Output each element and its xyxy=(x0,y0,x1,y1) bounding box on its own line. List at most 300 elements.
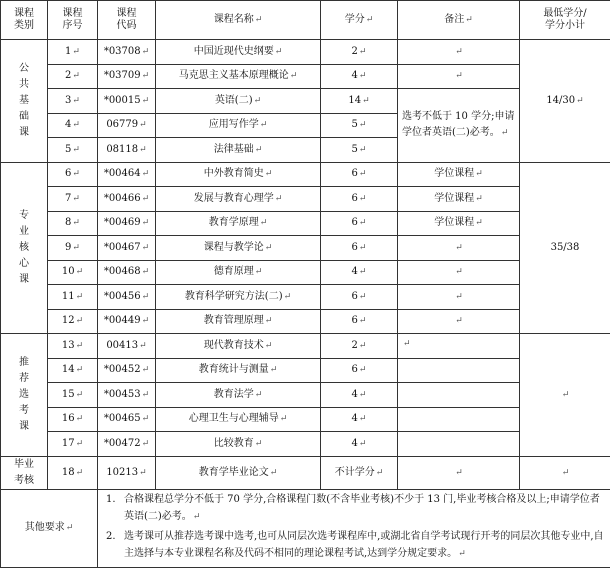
category-char: 基 xyxy=(19,94,29,106)
paragraph-mark: ↵ xyxy=(358,169,367,180)
paragraph-mark: ↵ xyxy=(254,389,263,400)
credit-cell-text: 6 xyxy=(351,192,358,204)
other-requirements-text xyxy=(98,489,610,567)
paragraph-mark: ↵ xyxy=(264,340,273,351)
paragraph-mark: ↵ xyxy=(254,267,263,278)
credit-cell xyxy=(321,407,398,432)
other-requirements-row xyxy=(1,489,610,567)
paragraph-mark: ↵ xyxy=(141,414,150,425)
remark-cell-text: 学位课程 xyxy=(434,192,475,204)
paragraph-mark: ↵ xyxy=(475,218,483,229)
paragraph-mark: ↵ xyxy=(254,144,263,155)
category-char: 业 xyxy=(19,225,29,237)
code-cell-text: *00468 xyxy=(103,266,141,278)
seq-cell-text: 1 xyxy=(65,45,72,57)
category-char: 考 xyxy=(19,404,29,416)
code-cell-text: *00465 xyxy=(103,413,141,425)
code-cell xyxy=(98,260,156,285)
name-cell-text: 课程与教学论 xyxy=(203,241,264,253)
table-row xyxy=(1,211,610,236)
code-cell-text: *03708 xyxy=(103,45,141,57)
paragraph-mark: ↵ xyxy=(362,95,370,106)
credit-cell xyxy=(321,334,398,359)
name-cell-text: 教育学原理 xyxy=(208,217,259,229)
category-char: 共 xyxy=(19,78,29,90)
code-cell-text: *00456 xyxy=(103,290,141,302)
paragraph-mark: ↵ xyxy=(72,193,80,204)
paragraph-mark: ↵ xyxy=(455,467,463,478)
credit-cell-text: 5 xyxy=(351,143,358,155)
paragraph-mark: ↵ xyxy=(139,144,147,155)
name-cell-text: 发展与教育心理学 xyxy=(193,192,274,204)
category-char: 课 xyxy=(19,273,29,285)
paragraph-mark: ↵ xyxy=(141,95,150,106)
credit-cell xyxy=(321,383,398,408)
code-cell xyxy=(98,40,156,65)
name-cell-text: 法律基础 xyxy=(213,143,254,155)
credit-cell-text: 6 xyxy=(351,315,358,327)
credit-cell xyxy=(321,40,398,65)
remark-cell xyxy=(398,309,520,334)
code-cell xyxy=(98,383,156,408)
remark-cell xyxy=(398,64,520,89)
code-cell-text: 00413 xyxy=(106,339,139,351)
remark-cell xyxy=(398,383,520,408)
credit-cell xyxy=(321,285,398,310)
table-row xyxy=(1,40,610,65)
table-row xyxy=(1,260,610,285)
paragraph-mark: ↵ xyxy=(141,242,150,253)
category-char: 课 xyxy=(19,420,29,432)
credit-cell xyxy=(321,432,398,457)
paragraph-mark: ↵ xyxy=(259,120,268,131)
paragraph-mark: ↵ xyxy=(358,291,367,302)
table-row xyxy=(1,309,610,334)
name-cell-text: 教育统计与测量 xyxy=(198,364,269,376)
name-cell xyxy=(156,407,321,432)
header-name: 课程名称↵ xyxy=(156,1,321,40)
seq-cell-text: 5 xyxy=(65,143,72,155)
seq-cell xyxy=(48,236,98,261)
name-cell-text: 教育学毕业论文 xyxy=(198,466,269,478)
credit-cell-text: 4 xyxy=(351,266,358,278)
requirement-text: 选考课可从推荐选考课中选考,也可从同层次选考课程库中,或湖北省自学考试现行开考的同层次其他专业中,自主选择与本专业课程名称及代码不相同的理论课程考试,达到学分规定要求。 xyxy=(124,531,604,559)
paragraph-mark: ↵ xyxy=(141,218,150,229)
name-cell xyxy=(156,187,321,212)
total-cell-1 xyxy=(520,162,610,334)
credit-cell xyxy=(321,309,398,334)
paragraph-mark: ↵ xyxy=(455,267,463,278)
name-cell xyxy=(156,113,321,138)
table-row xyxy=(1,432,610,457)
paragraph-mark: ↵ xyxy=(269,467,278,478)
name-cell xyxy=(156,383,321,408)
credit-cell xyxy=(321,138,398,163)
name-cell-text: 德育原理 xyxy=(213,266,254,278)
paragraph-mark: ↵ xyxy=(141,316,150,327)
name-cell-text: 教育法学 xyxy=(213,388,254,400)
paragraph-mark: ↵ xyxy=(253,95,262,106)
table-body xyxy=(1,40,610,568)
seq-cell-text: 14 xyxy=(61,364,75,376)
paragraph-mark: ↵ xyxy=(358,267,367,278)
code-cell xyxy=(98,334,156,359)
paragraph-mark: ↵ xyxy=(72,144,80,155)
paragraph-mark: ↵ xyxy=(139,340,147,351)
paragraph-mark: ↵ xyxy=(65,523,74,533)
paragraph-mark: ↵ xyxy=(141,438,150,449)
seq-cell-text: 3 xyxy=(65,94,72,106)
name-cell xyxy=(156,162,321,187)
seq-cell xyxy=(48,113,98,138)
paragraph-mark: ↵ xyxy=(75,340,84,351)
table-row xyxy=(1,64,610,89)
seq-cell-text: 15 xyxy=(61,388,75,400)
code-cell-text: *00469 xyxy=(103,217,141,229)
header-credit: 学分↵ xyxy=(321,1,398,40)
paragraph-mark: ↵ xyxy=(561,389,570,400)
seq-cell xyxy=(48,40,98,65)
category-char: 核 xyxy=(19,241,29,253)
header-seq: 课程 序号 xyxy=(48,1,98,40)
seq-cell xyxy=(48,334,98,359)
credit-cell xyxy=(321,211,398,236)
paragraph-mark: ↵ xyxy=(274,46,283,57)
paragraph-mark: ↵ xyxy=(269,365,278,376)
seq-cell-text: 10 xyxy=(61,266,75,278)
category-char: 荐 xyxy=(19,372,29,384)
category-char: 推 xyxy=(19,356,29,368)
credit-cell xyxy=(321,358,398,383)
header-code: 课程 代码 xyxy=(98,1,156,40)
code-cell-text: *03709 xyxy=(103,70,141,82)
name-cell-text: 中国近现代史纲要 xyxy=(193,45,274,57)
code-cell-text: *00464 xyxy=(103,168,141,180)
table-row xyxy=(1,89,610,114)
paragraph-mark: ↵ xyxy=(264,316,273,327)
credit-cell-text: 不计学分 xyxy=(334,466,375,478)
name-cell-text: 比较教育 xyxy=(213,437,254,449)
paragraph-mark: ↵ xyxy=(72,46,80,57)
remark-cell xyxy=(398,334,520,359)
name-cell xyxy=(156,236,321,261)
credit-cell-text: 6 xyxy=(351,217,358,229)
paragraph-mark: ↵ xyxy=(358,389,367,400)
code-cell xyxy=(98,432,156,457)
seq-cell-text: 7 xyxy=(65,192,72,204)
code-cell xyxy=(98,113,156,138)
name-cell-text: 现代教育技术 xyxy=(203,339,264,351)
code-cell xyxy=(98,407,156,432)
remark-cell xyxy=(398,456,520,489)
paragraph-mark: ↵ xyxy=(254,438,263,449)
seq-cell-text: 18 xyxy=(61,466,75,478)
table-row xyxy=(1,383,610,408)
credit-cell-text: 6 xyxy=(351,364,358,376)
category-char: 毕业 xyxy=(14,458,34,470)
paragraph-mark: ↵ xyxy=(75,291,84,302)
seq-cell-text: 9 xyxy=(65,241,72,253)
name-cell xyxy=(156,64,321,89)
remark-cell xyxy=(398,432,520,457)
name-cell-text: 应用写作学 xyxy=(208,119,259,131)
seq-cell xyxy=(48,162,98,187)
seq-cell-text: 11 xyxy=(61,290,75,302)
paragraph-mark: ↵ xyxy=(458,549,466,559)
paragraph-mark: ↵ xyxy=(141,267,150,278)
total-cell-1-text: 35/38 xyxy=(550,241,580,253)
requirement-text: 合格课程总学分不低于 70 学分,合格课程门数(不含毕业考核)不少于 13 门,毕业考核合格及以上;申请学位者英语(二)必考。 xyxy=(124,494,600,522)
credit-cell xyxy=(321,187,398,212)
code-cell xyxy=(98,236,156,261)
paragraph-mark: ↵ xyxy=(72,95,80,106)
paragraph-mark: ↵ xyxy=(72,218,80,229)
paragraph-mark: ↵ xyxy=(358,120,367,131)
code-cell xyxy=(98,162,156,187)
seq-cell xyxy=(48,358,98,383)
header-row xyxy=(1,1,610,40)
code-cell-text: 10213 xyxy=(106,466,139,478)
paragraph-mark: ↵ xyxy=(500,128,509,139)
name-cell xyxy=(156,285,321,310)
paragraph-mark: ↵ xyxy=(264,169,273,180)
seq-cell xyxy=(48,187,98,212)
paragraph-mark: ↵ xyxy=(455,242,463,253)
paragraph-mark: ↵ xyxy=(264,242,273,253)
category-cell-1 xyxy=(1,162,48,334)
code-cell xyxy=(98,211,156,236)
seq-cell xyxy=(48,138,98,163)
remark-cell xyxy=(398,162,520,187)
code-cell xyxy=(98,309,156,334)
paragraph-mark: ↵ xyxy=(72,169,80,180)
paragraph-mark: ↵ xyxy=(455,71,463,82)
seq-cell xyxy=(48,383,98,408)
paragraph-mark: ↵ xyxy=(75,316,84,327)
remark-cell xyxy=(398,260,520,285)
credit-cell xyxy=(321,64,398,89)
code-cell-text: *00466 xyxy=(103,192,141,204)
seq-cell xyxy=(48,309,98,334)
paragraph-mark: ↵ xyxy=(358,144,367,155)
paragraph-mark: ↵ xyxy=(75,365,84,376)
name-cell xyxy=(156,40,321,65)
table-row xyxy=(1,358,610,383)
name-cell-text: 英语(二) xyxy=(214,94,253,106)
seq-cell xyxy=(48,211,98,236)
category-char: 公 xyxy=(19,62,29,74)
paragraph-mark: ↵ xyxy=(139,120,147,131)
code-cell-text: *00015 xyxy=(103,94,141,106)
paragraph-mark: ↵ xyxy=(141,365,150,376)
remark-cell xyxy=(398,40,520,65)
paragraph-mark: ↵ xyxy=(75,438,84,449)
table-row xyxy=(1,236,610,261)
paragraph-mark: ↵ xyxy=(375,467,384,478)
paragraph-mark: ↵ xyxy=(561,467,570,478)
name-cell xyxy=(156,456,321,489)
credit-cell-text: 4 xyxy=(351,413,358,425)
remark-cell xyxy=(398,285,520,310)
seq-cell xyxy=(48,260,98,285)
credit-cell xyxy=(321,236,398,261)
remark-cell-text: 学位课程 xyxy=(434,168,475,180)
paragraph-mark: ↵ xyxy=(274,193,283,204)
name-cell xyxy=(156,432,321,457)
seq-cell-text: 16 xyxy=(61,413,75,425)
category-char: 选 xyxy=(19,388,29,400)
remark-cell-text: 学位课程 xyxy=(434,217,475,229)
header-remark: 备注↵ xyxy=(398,1,520,40)
paragraph-mark: ↵ xyxy=(279,414,288,425)
remark-cell xyxy=(398,187,520,212)
seq-cell xyxy=(48,432,98,457)
paragraph-mark: ↵ xyxy=(475,169,483,180)
paragraph-mark: ↵ xyxy=(358,46,367,57)
code-cell xyxy=(98,358,156,383)
paragraph-mark: ↵ xyxy=(358,242,367,253)
paragraph-mark: ↵ xyxy=(192,512,201,522)
category-cell-0 xyxy=(1,40,48,163)
remark-cell xyxy=(398,211,520,236)
credit-cell-text: 6 xyxy=(351,290,358,302)
paragraph-mark: ↵ xyxy=(72,242,80,253)
paragraph-mark: ↵ xyxy=(358,71,367,82)
paragraph-mark: ↵ xyxy=(403,339,411,349)
category-char: 础 xyxy=(19,110,29,122)
table-row xyxy=(1,187,610,212)
paragraph-mark: ↵ xyxy=(72,120,80,131)
seq-cell-text: 13 xyxy=(61,339,75,351)
paragraph-mark: ↵ xyxy=(358,316,367,327)
name-cell-text: 教育管理原理 xyxy=(203,315,264,327)
remark-cell xyxy=(398,358,520,383)
paragraph-mark: ↵ xyxy=(141,193,150,204)
name-cell xyxy=(156,211,321,236)
paragraph-mark: ↵ xyxy=(139,467,147,478)
name-cell xyxy=(156,334,321,359)
name-cell xyxy=(156,358,321,383)
credit-cell-text: 2 xyxy=(351,45,358,57)
name-cell-text: 马克思主义基本原理概论 xyxy=(178,70,289,82)
requirement-number: 1. xyxy=(106,494,116,505)
paragraph-mark: ↵ xyxy=(141,291,150,302)
credit-cell-text: 4 xyxy=(351,437,358,449)
credit-cell-text: 2 xyxy=(351,339,358,351)
paragraph-mark: ↵ xyxy=(75,389,84,400)
other-requirements-label-text: 其他要求 xyxy=(24,522,65,533)
category-cell-2 xyxy=(1,334,48,457)
header-min-credit: 最低学分/ 学分小计 xyxy=(520,1,610,40)
seq-cell xyxy=(48,456,98,489)
category-char: 心 xyxy=(19,257,29,269)
paragraph-mark: ↵ xyxy=(75,414,84,425)
code-cell-text: *00467 xyxy=(103,241,141,253)
credit-cell xyxy=(321,162,398,187)
paragraph-mark: ↵ xyxy=(358,340,367,351)
paragraph-mark: ↵ xyxy=(141,169,150,180)
paragraph-mark: ↵ xyxy=(455,291,463,302)
code-cell xyxy=(98,187,156,212)
table-row xyxy=(1,285,610,310)
code-cell xyxy=(98,456,156,489)
code-cell-text: *00449 xyxy=(103,315,141,327)
name-cell-text: 心理卫生与心理辅导 xyxy=(188,413,279,425)
paragraph-mark: ↵ xyxy=(455,316,463,327)
code-cell-text: 08118 xyxy=(106,143,139,155)
seq-cell-text: 4 xyxy=(65,119,72,131)
paragraph-mark: ↵ xyxy=(259,218,268,229)
code-cell xyxy=(98,89,156,114)
table-row xyxy=(1,456,610,489)
requirement-item xyxy=(98,528,606,563)
code-cell-text: *00452 xyxy=(103,364,141,376)
paragraph-mark: ↵ xyxy=(141,389,150,400)
code-cell-text: *00472 xyxy=(103,437,141,449)
name-cell-text: 教育科学研究方法(二) xyxy=(184,290,283,302)
name-cell xyxy=(156,309,321,334)
credit-cell xyxy=(321,456,398,489)
credit-cell-text: 4 xyxy=(351,70,358,82)
remark-merged-cell-text: 选考不低于 10 学分;申请学位者英语(二)必考。 xyxy=(402,111,515,139)
category-char: 课 xyxy=(19,126,29,138)
name-cell-text: 中外教育简史 xyxy=(203,168,264,180)
credit-cell xyxy=(321,113,398,138)
table-row xyxy=(1,162,610,187)
remark-cell xyxy=(398,236,520,261)
total-cell-3 xyxy=(520,456,610,489)
seq-cell xyxy=(48,285,98,310)
name-cell xyxy=(156,89,321,114)
seq-cell-text: 6 xyxy=(65,168,72,180)
header-category: 课程 类别 xyxy=(1,1,48,40)
requirement-item xyxy=(98,491,606,526)
seq-cell xyxy=(48,89,98,114)
paragraph-mark: ↵ xyxy=(358,438,367,449)
paragraph-mark: ↵ xyxy=(358,365,367,376)
category-cell-3 xyxy=(1,456,48,489)
paragraph-mark: ↵ xyxy=(72,71,80,82)
seq-cell-text: 2 xyxy=(65,70,72,82)
remark-merged-cell xyxy=(398,89,520,163)
credit-cell-text: 6 xyxy=(351,168,358,180)
category-char: 考核 xyxy=(14,474,34,486)
code-cell xyxy=(98,285,156,310)
credit-cell-text: 6 xyxy=(351,241,358,253)
paragraph-mark: ↵ xyxy=(289,71,298,82)
paragraph-mark: ↵ xyxy=(75,467,84,478)
category-char: 专 xyxy=(19,209,29,221)
remark-cell xyxy=(398,407,520,432)
paragraph-mark: ↵ xyxy=(576,95,584,106)
seq-cell-text: 12 xyxy=(61,315,75,327)
code-cell-text: 06779 xyxy=(106,119,139,131)
credit-cell-text: 4 xyxy=(351,388,358,400)
code-cell xyxy=(98,138,156,163)
credit-cell xyxy=(321,89,398,114)
name-cell xyxy=(156,138,321,163)
credit-cell xyxy=(321,260,398,285)
seq-cell-text: 8 xyxy=(65,217,72,229)
credit-cell-text: 14 xyxy=(348,94,362,106)
requirement-number: 2. xyxy=(106,531,116,542)
table-row xyxy=(1,334,610,359)
credit-cell-text: 5 xyxy=(351,119,358,131)
paragraph-mark: ↵ xyxy=(475,193,483,204)
seq-cell xyxy=(48,407,98,432)
name-cell xyxy=(156,260,321,285)
code-cell xyxy=(98,64,156,89)
